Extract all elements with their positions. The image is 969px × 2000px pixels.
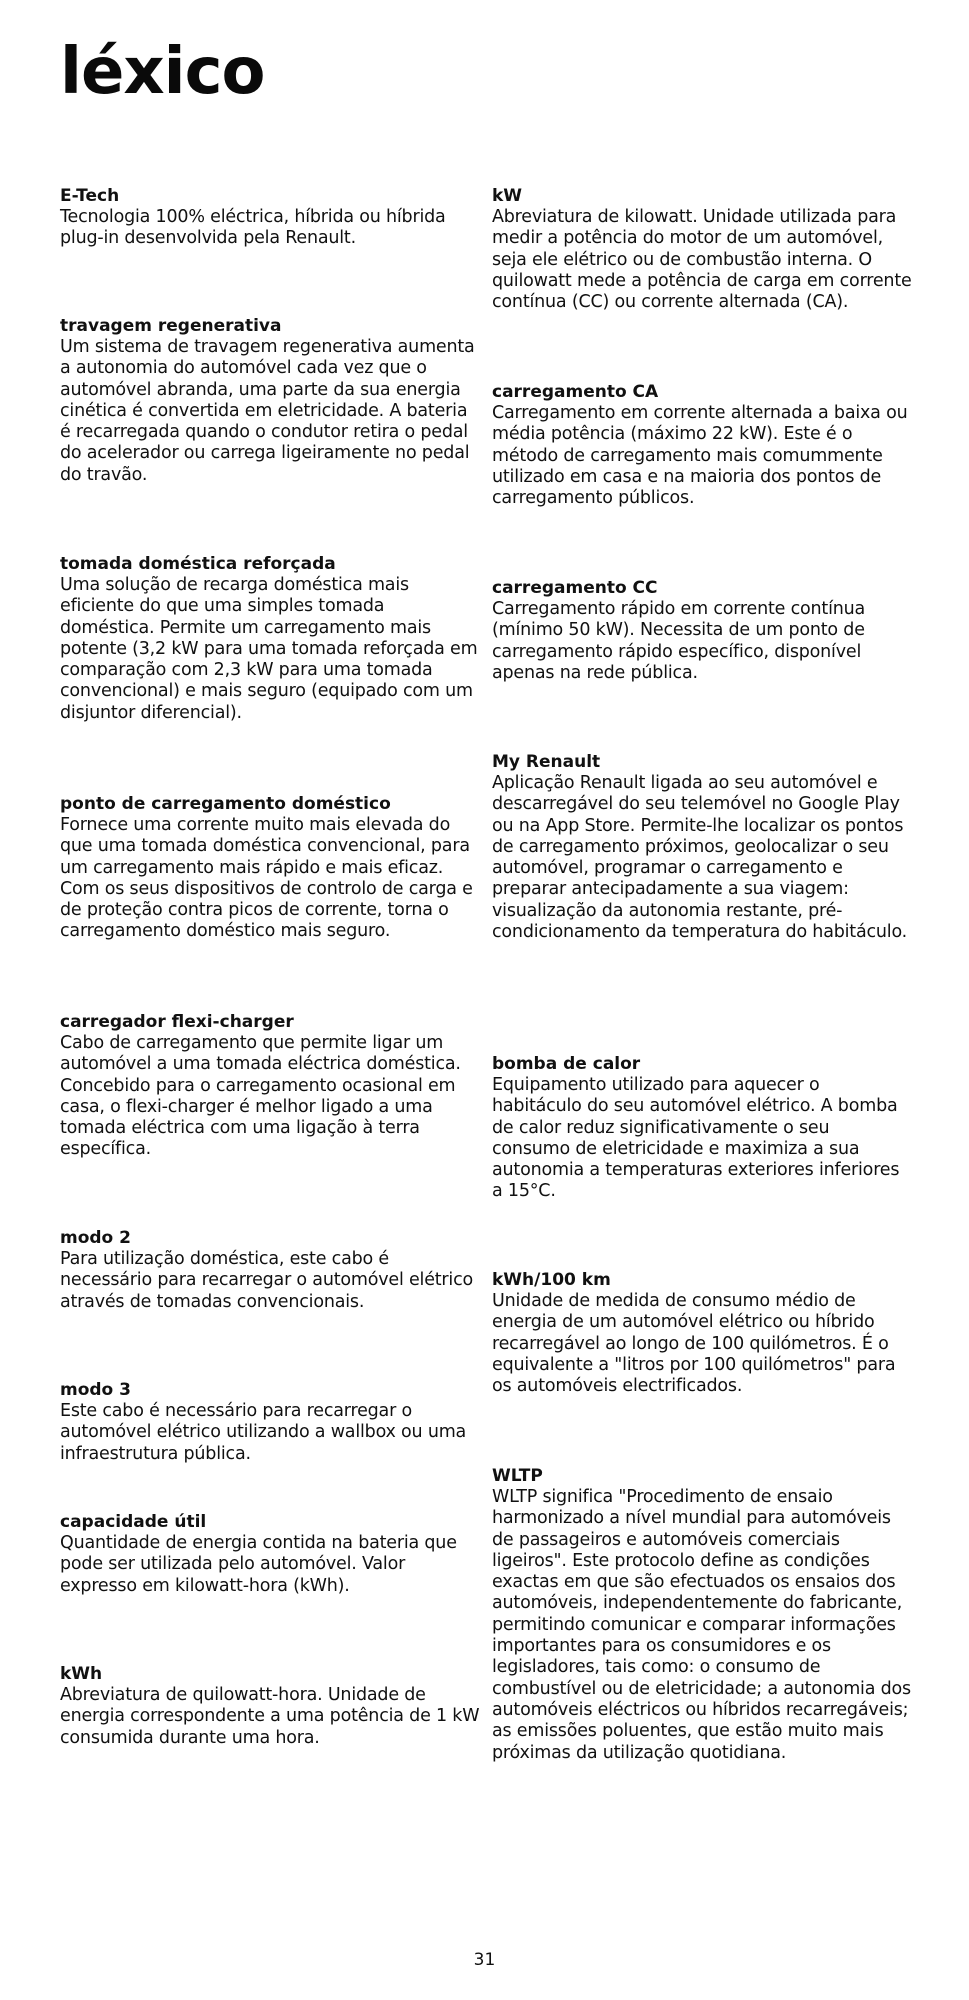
glossary-entry-kwh-100-km <box>492 1270 912 1397</box>
glossary-entry-travagem-regenerativa <box>60 316 480 486</box>
glossary-entry-capacidade-util <box>60 1512 480 1597</box>
glossary-definition: Um sistema de travagem regenerativa aumenta a autonomia do automóvel cada vez que o automóvel abranda, uma parte da sua energia cinética é convertida em eletricidade. A bateria é recarregada quando o condutor retira o pedal do acelerador ou carrega ligeiramente no pedal do travão. <box>60 337 475 485</box>
glossary-definition: Este cabo é necessário para recarregar o automóvel elétrico utilizando a wallbox ou uma infraestrutura pública. <box>60 1401 467 1464</box>
glossary-term: carregamento CA <box>492 382 659 402</box>
glossary-term: ponto de carregamento doméstico <box>60 794 391 814</box>
glossary-term: kWh/100 km <box>492 1270 611 1290</box>
glossary-definition: Para utilização doméstica, este cabo é necessário para recarregar o automóvel elétrico através de tomadas convencionais. <box>60 1249 474 1312</box>
glossary-definition: Carregamento rápido em corrente contínua (mínimo 50 kW). Necessita de um ponto de carregamento rápido específico, disponível apenas na rede pública. <box>492 599 866 683</box>
glossary-definition: Abreviatura de quilowatt-hora. Unidade de energia correspondente a uma potência de 1 kW consumida durante uma hora. <box>60 1685 480 1748</box>
glossary-term: carregador flexi-charger <box>60 1012 294 1032</box>
glossary-definition: Fornece uma corrente muito mais elevada do que uma tomada doméstica convencional, para um carregamento mais rápido e mais eficaz. Com os seus dispositivos de controlo de carga e de proteção contra picos de corrente, torna o carregamento doméstico mais seguro. <box>60 815 473 942</box>
glossary-entry-ponto-de-carregamento-domestico <box>60 794 480 943</box>
glossary-term: WLTP <box>492 1466 543 1486</box>
glossary-entry-kw <box>492 186 912 313</box>
glossary-term: modo 2 <box>60 1228 131 1248</box>
glossary-entry-modo-2 <box>60 1228 480 1313</box>
glossary-entry-modo-3 <box>60 1380 480 1465</box>
glossary-definition: Cabo de carregamento que permite ligar um automóvel a uma tomada eléctrica doméstica. Concebido para o carregamento ocasional em casa, o flexi-charger é melhor ligado a uma tomada eléctrica com uma ligação à terra específica. <box>60 1033 461 1160</box>
glossary-definition: Quantidade de energia contida na bateria que pode ser utilizada pelo automóvel. Valor expresso em kilowatt-hora (kWh). <box>60 1533 457 1596</box>
glossary-term: E-Tech <box>60 186 120 206</box>
glossary-term: tomada doméstica reforçada <box>60 554 336 574</box>
glossary-term: kW <box>492 186 523 206</box>
glossary-term: kWh <box>60 1664 103 1684</box>
glossary-entry-e-tech <box>60 186 480 250</box>
glossary-entry-wltp <box>492 1466 912 1764</box>
glossary-entry-carregamento-ca <box>492 382 912 509</box>
glossary-definition: Carregamento em corrente alternada a baixa ou média potência (máximo 22 kW). Este é o método de carregamento mais comummente utilizado em casa e na maioria dos pontos de carregamento públicos. <box>492 403 908 509</box>
glossary-entry-carregador-flexi-charger <box>60 1012 480 1161</box>
glossary-definition: Equipamento utilizado para aquecer o habitáculo do seu automóvel elétrico. A bomba de calor reduz significativamente o seu consumo de eletricidade e maximiza a sua autonomia a temperaturas exteriores inferiores a 15°C. <box>492 1075 900 1202</box>
glossary-entry-kwh <box>60 1664 480 1749</box>
glossary-definition: Abreviatura de kilowatt. Unidade utilizada para medir a potência do motor de um automóvel, seja ele elétrico ou de combustão interna. O quilowatt mede a potência de carga em corrente contínua (CC) ou corrente alternada (CA). <box>492 207 912 313</box>
glossary-term: bomba de calor <box>492 1054 641 1074</box>
glossary-term: modo 3 <box>60 1380 131 1400</box>
glossary-term: travagem regenerativa <box>60 316 282 336</box>
glossary-entry-tomada-domestica-reforcada <box>60 554 480 724</box>
glossary-definition: Aplicação Renault ligada ao seu automóvel e descarregável do seu telemóvel no Google Play ou na App Store. Permite-lhe localizar os pontos de carregamento próximos, geolocalizar o seu automóvel, programar o carregamento e preparar antecipadamente a sua viagem: visualização da autonomia restante, pré-condicionamento da temperatura do habitáculo. <box>492 773 908 943</box>
glossary-entry-carregamento-cc <box>492 578 912 684</box>
glossary-entry-bomba-de-calor <box>492 1054 912 1203</box>
page-number: 31 <box>473 1950 496 1970</box>
glossary-definition: WLTP significa "Procedimento de ensaio harmonizado a nível mundial para automóveis de passageiros e automóveis comerciais ligeiros". Este protocolo define as condições exactas em que são efectuados os ensaios dos automóveis, independentemente do fabricante, permitindo comunicar e comparar informações importantes para os consumidores e os legisladores, tais como: o consumo de combustível ou de eletricidade; a autonomia dos automóveis eléctricos ou híbridos recarregáveis; as emissões poluentes, que estão muito mais próximas da utilização quotidiana. <box>492 1487 911 1763</box>
glossary-definition: Uma solução de recarga doméstica mais eficiente do que uma simples tomada doméstica. Permite um carregamento mais potente (3,2 kW para uma tomada reforçada em comparação com 2,3 kW para uma tomada convencional) e mais seguro (equipado com um disjuntor diferencial). <box>60 575 478 723</box>
glossary-term: My Renault <box>492 752 601 772</box>
glossary-definition: Tecnologia 100% eléctrica, híbrida ou híbrida plug-in desenvolvida pela Renault. <box>60 207 446 249</box>
glossary-entry-my-renault <box>492 752 912 943</box>
page-title: léxico <box>60 35 265 109</box>
glossary-term: capacidade útil <box>60 1512 207 1532</box>
glossary-definition: Unidade de medida de consumo médio de energia de um automóvel elétrico ou híbrido recarregável ao longo de 100 quilómetros. É o equivalente a "litros por 100 quilómetros" para os automóveis electrificados. <box>492 1291 896 1397</box>
glossary-term: carregamento CC <box>492 578 658 598</box>
